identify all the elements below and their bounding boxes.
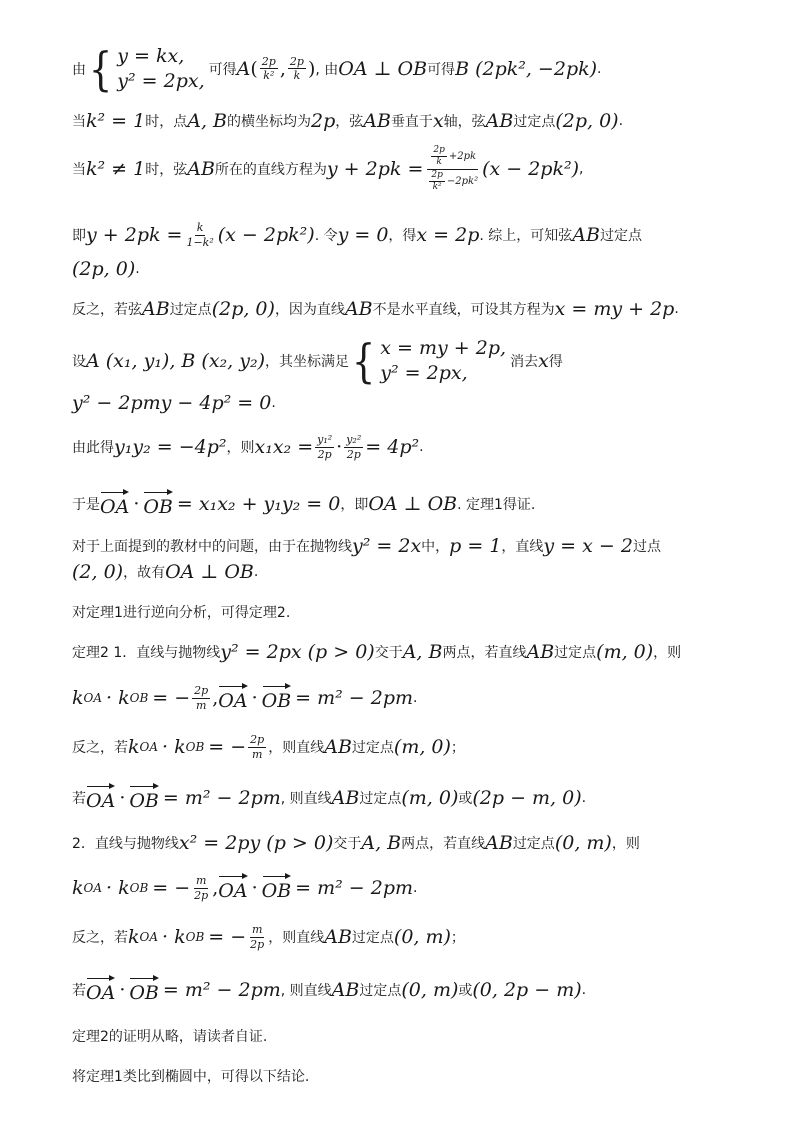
math: (x − 2pk²) [482,158,580,181]
math: = m² − 2pm [295,687,414,709]
text: 由此得 [72,440,114,457]
equation: y² = 2px, [380,361,468,384]
fraction: $\frac{2p}{m}$ [194,683,209,712]
text: 将定理1类比到椭圆中，可得以下结论. [72,1069,310,1085]
math: (2, 0) [72,561,124,583]
text: . [413,690,418,706]
text: . [581,982,587,998]
text: 2．直线与抛物线 [72,836,179,852]
text: . 综上，可知弦 [479,228,573,245]
text: 反之，若弦 [72,302,142,318]
text: 时，弦 [145,162,188,179]
math: (2p, 0) [72,258,136,280]
math: y² − 2pmy − 4p² = 0 [72,392,272,414]
text: 对定理1进行逆向分析，可得定理2. [72,605,291,621]
math: (x − 2pk²) [217,224,315,247]
line-23 [72,1066,309,1086]
text: 过定点 [513,114,556,130]
fraction: $\frac{2p}{m}$ [250,733,265,761]
math: = m² − 2pm [162,979,281,1001]
text: 若 [72,791,86,807]
math: (2p, 0) [211,298,275,320]
math: k [128,736,140,759]
dot: · [336,436,343,459]
math: y² = 2x [352,535,422,557]
math: (2p, 0) [555,110,619,132]
line-7 [72,333,563,388]
text: . 令 [314,228,338,245]
math: (m, 0) [401,787,459,809]
subscript: OA [139,930,159,945]
dot: · [119,787,126,809]
text: 当 [72,114,86,130]
line-16 [72,734,465,760]
math: AB [331,979,360,1001]
line-5 [72,258,140,280]
text: 两点，若直线 [401,836,486,852]
text: 若 [72,983,86,999]
dot: · [119,979,126,1001]
subscript: OA [83,691,103,705]
text: 设 [72,353,86,370]
line-21 [72,976,586,1004]
text: . [271,395,276,411]
line-2 [72,110,623,132]
subscript: OB [129,881,149,895]
math: k² ≠ 1 [86,158,146,181]
text: 不是水平直线，可设其方程为 [372,302,555,318]
text: 于是 [72,497,100,513]
line-22 [72,1026,267,1046]
math: AB [485,110,514,132]
vector-oa: OA [218,874,247,902]
math: AB [331,787,360,809]
theorem-label: 定理2 1．直线与抛物线 [72,645,221,661]
text: ； [450,740,465,757]
line-13 [72,602,290,622]
math: (0, m) [554,832,612,854]
math: · k [106,687,130,709]
subscript: OA [83,881,103,895]
math: k² = 1 [86,110,146,132]
subscript: OA [139,740,159,755]
text: ，则直线 [268,930,325,947]
line-3 [72,146,583,193]
text: 反之，若 [72,930,128,947]
subscript: OB [185,930,205,945]
math: A (x₁, y₁), B (x₂, y₂) [86,349,266,372]
text: ，则 [653,645,682,661]
line-4 [72,222,642,248]
line-12 [72,561,258,583]
system-brace: { [88,41,113,96]
math: = − [152,687,191,709]
math: x₁x₂ = [254,436,314,459]
math: = − [208,736,247,759]
vector-oa: OA [86,976,115,1004]
text: 过定点 [554,645,597,661]
text: 过定点 [359,983,402,999]
math: AB [344,298,373,320]
equation-system [380,336,506,385]
line-17 [72,784,586,812]
text: . [581,790,587,806]
text: ，其坐标满足 [265,353,350,370]
vector-ob: OB [262,874,292,902]
math: y² = 2px (p > 0) [220,641,375,663]
text: 的横坐标均为 [226,114,311,130]
math: x² = 2py (p > 0) [178,832,334,854]
text: . [413,880,418,896]
line-20 [72,924,465,950]
text: 或 [458,791,473,807]
text: 反之，若 [72,740,128,757]
line-1 [72,41,602,96]
math: = − [208,926,247,949]
math: A [236,57,251,80]
text: 垂直于 [390,114,433,130]
text: . [597,60,602,77]
vector-oa: OA [100,490,129,518]
math: · k [162,926,186,949]
text: , 由 [315,61,339,78]
math: k [72,687,84,709]
text: . [135,261,140,277]
text: ，直线 [501,539,544,555]
math: (0, m) [393,926,451,949]
vector-ob: OB [129,784,159,812]
text: . 定理1得证. [457,497,536,513]
text: 交于 [374,645,403,661]
subscript: OB [129,691,149,705]
text: ，得 [388,228,417,245]
text: ，因为直线 [274,302,345,318]
text: 可得 [427,61,456,78]
fraction: $\frac{2p}{\text{k²}}$ [261,54,276,83]
text: 当 [72,162,86,179]
math: (m, 0) [596,641,654,663]
fraction: $\frac{m}{2p}$ [250,923,265,951]
vector-ob: OB [129,976,159,1004]
text: ，则直线 [268,740,325,757]
math: OA ⊥ OB [368,493,458,515]
math: x = my + 2p [554,298,675,320]
line-10 [72,490,535,518]
fraction: $\frac{\text{y₁²}}{2p}$ [317,433,333,461]
math: = x₁x₂ + y₁y₂ = 0 [176,493,341,515]
fraction: $\frac{k}{\text{1−k²}}$ [186,221,214,249]
text: . [618,113,624,129]
line-9 [72,434,424,460]
comma: , [212,687,219,709]
vector-ob: OB [262,684,292,712]
text: 轴，弦 [443,114,486,130]
text: 或 [458,983,473,999]
text: 过定点 [169,302,212,318]
comma: , [212,877,219,899]
math: y + 2pk = [326,158,424,181]
text: 过点 [632,539,661,555]
comma: , [279,57,286,80]
vector-oa: OA [86,784,115,812]
compound-fraction: $\frac{2p}{k}$ +2pk $\frac{2p}{\text{k²}}$ −2pk² [425,146,480,193]
paren: ) [307,57,316,80]
math: (0, m) [401,979,459,1001]
fraction: $\frac{m}{2p}$ [194,873,209,902]
text: ，故有 [123,565,166,581]
math: = m² − 2pm [295,877,414,899]
text: 中， [421,539,450,555]
text: 过定点 [599,228,642,245]
math: (m, 0) [393,736,451,759]
text: 即 [72,228,86,245]
math: B (2pk², −2pk) [455,57,598,80]
vector-oa: OA [218,684,247,712]
math: x = 2p [416,224,480,247]
text: 消去 [510,353,539,370]
math: p = 1 [449,535,502,557]
math: k [72,877,84,899]
line-19 [72,874,417,902]
text: 交于 [333,836,362,852]
system-brace: { [351,333,376,388]
equation: x = my + 2p, [380,337,507,359]
math: y = x − 2 [543,535,633,557]
text: 可得 [208,61,237,78]
text: 定理2的证明从略，请读者自证. [72,1029,268,1045]
equation-system [117,44,204,93]
text: , 则直线 [280,791,332,807]
line-11 [72,535,661,557]
math: AB [324,736,352,759]
equation: y = kx, [117,45,185,67]
math: (0, 2p − m) [472,979,582,1001]
math: y = 0 [337,224,389,247]
vector-ob: OB [143,490,173,518]
math: · k [106,877,130,899]
dot: · [133,493,140,515]
math: AB [187,158,215,181]
dot: · [251,877,258,899]
line-6 [72,298,679,320]
math: A, B [187,110,227,132]
math: = − [152,877,191,899]
text: 两点，若直线 [442,645,527,661]
line-8 [72,392,276,414]
subscript: OB [185,740,205,755]
math: A, B [361,832,402,854]
text: 过定点 [359,791,402,807]
math: OA ⊥ OB [338,57,428,80]
text: 过定点 [351,930,394,947]
math: AB [572,224,600,247]
math: AB [363,110,391,132]
math: x [432,110,444,132]
math: y₁y₂ = −4p² [114,436,227,459]
math: k [128,926,140,949]
math: = m² − 2pm [162,787,281,809]
line-18 [72,832,640,854]
math: AB [324,926,352,949]
math: A, B [402,641,443,663]
text: 过定点 [512,836,555,852]
text: ，则 [611,836,640,852]
math: AB [485,832,513,854]
math: · k [162,736,186,759]
text: . [674,301,679,317]
text: 由 [72,61,86,78]
text: ； [450,930,465,947]
text: 得 [548,353,563,370]
fraction: $\frac{2p}{k}$ [289,54,304,83]
paren: ( [250,57,258,80]
math: AB [142,298,170,320]
line-15 [72,684,417,712]
text: 过定点 [351,740,394,757]
math: (2p − m, 0) [472,787,582,809]
text: 所在的直线方程为 [214,162,327,179]
text: , [579,161,584,178]
line-14 [72,641,681,663]
text: , 则直线 [280,983,332,999]
math: = 4p² [365,436,420,459]
math: 2p [310,110,336,132]
math: y + 2pk = [86,224,183,247]
math: x [538,349,549,372]
text: ，弦 [335,114,364,130]
equation: y² = 2px, [117,69,205,92]
text: ，即 [340,497,369,513]
text: . [419,439,424,456]
text: . [253,564,259,580]
text: ，则 [226,440,255,457]
math: OA ⊥ OB [165,561,254,583]
text: 时，点 [145,114,188,130]
fraction: $\frac{\text{y₂²}}{2p}$ [346,433,362,461]
dot: · [251,687,258,709]
text: 对于上面提到的教材中的问题，由于在抛物线 [72,539,352,555]
math: AB [526,641,555,663]
